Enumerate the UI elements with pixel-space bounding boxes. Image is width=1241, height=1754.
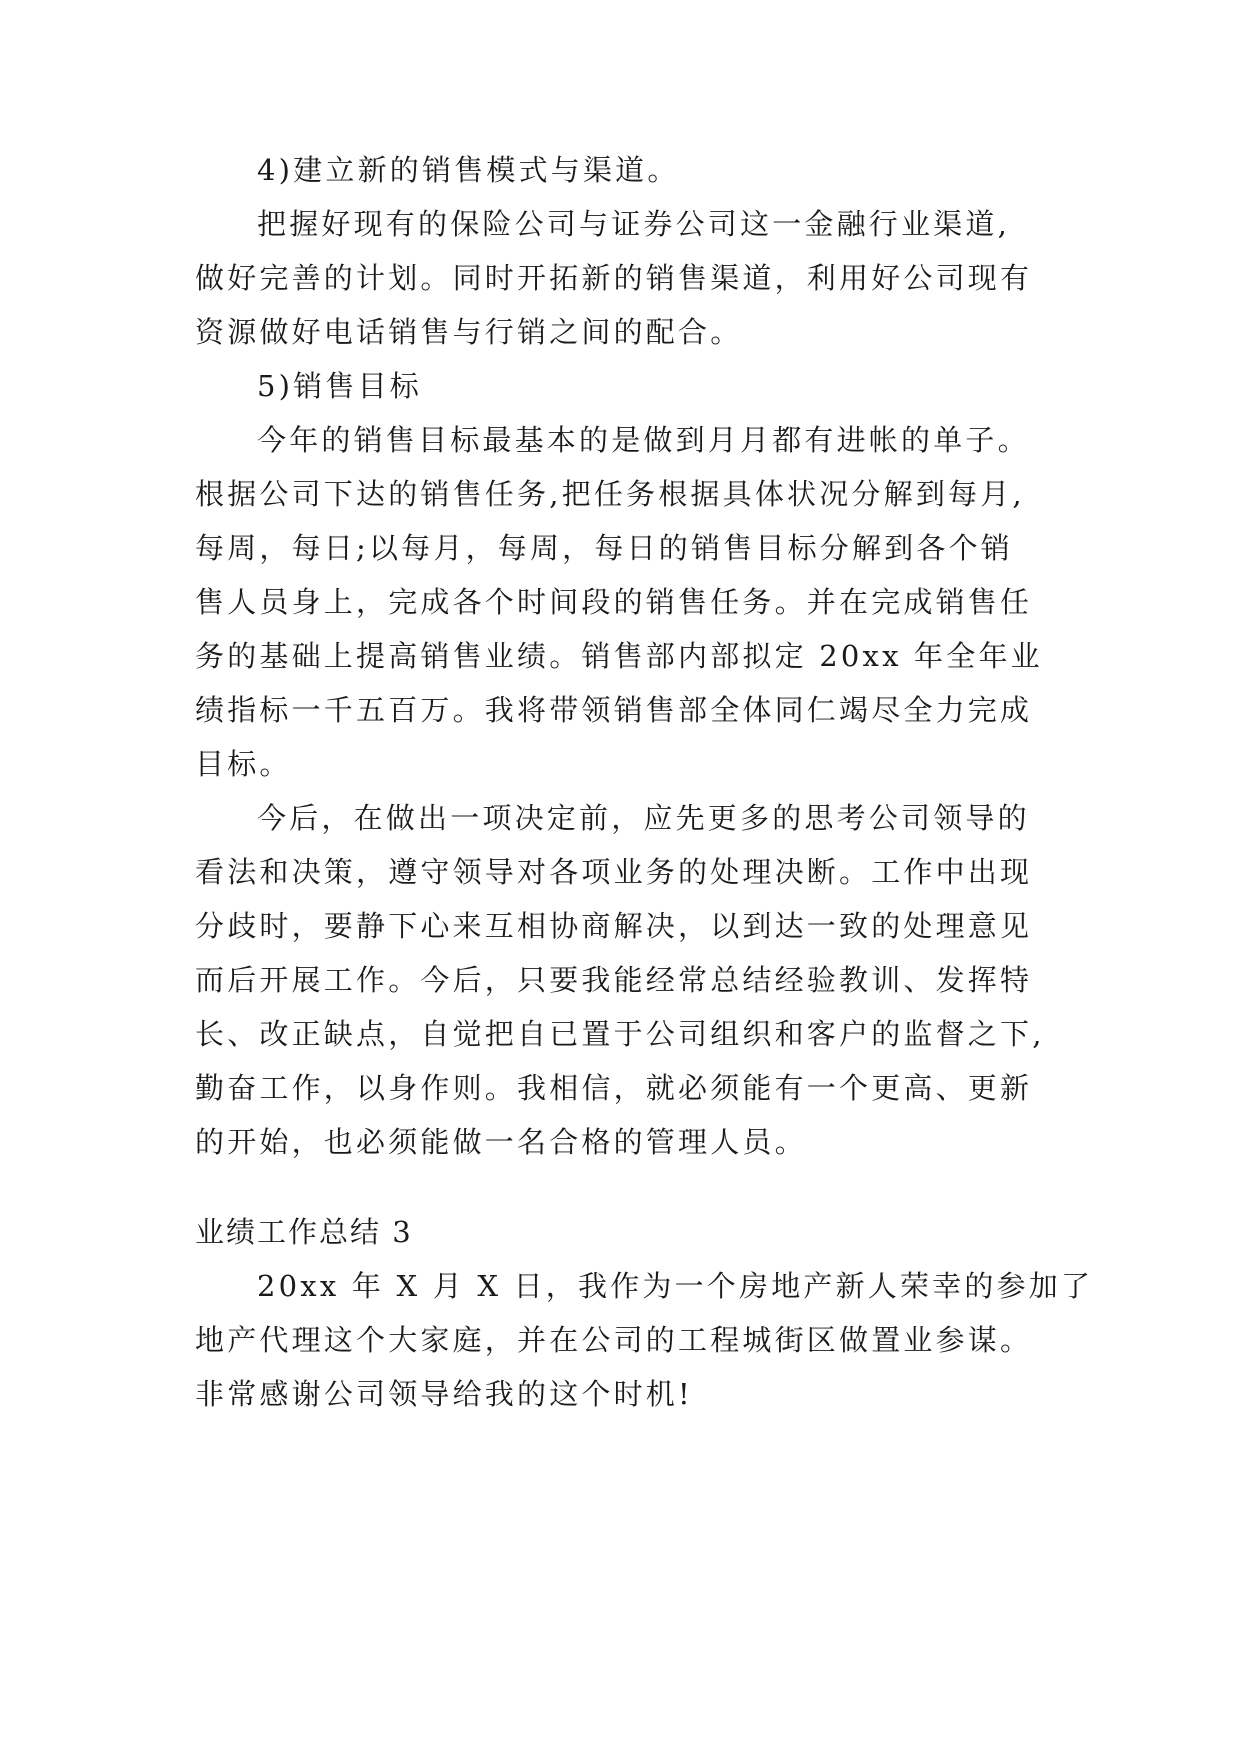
paragraph-line: 每周，每日;以每月，每周，每日的销售目标分解到各个销: [195, 531, 1013, 565]
paragraph-line: 非常感谢公司领导给我的这个时机!: [195, 1377, 693, 1411]
list-item-5-heading: 5)销售目标: [257, 369, 422, 403]
section-heading: 业绩工作总结 3: [195, 1215, 413, 1249]
paragraph-line: 把握好现有的保险公司与证券公司这一金融行业渠道,: [257, 207, 1011, 241]
paragraph-line: 今后，在做出一项决定前，应先更多的思考公司领导的: [257, 801, 1030, 835]
paragraph-line: 看法和决策，遵守领导对各项业务的处理决断。工作中出现: [195, 855, 1033, 889]
list-item-4-heading: 4)建立新的销售模式与渠道。: [257, 153, 680, 187]
paragraph-line: 长、改正缺点，自觉把自已置于公司组织和客户的监督之下,: [195, 1017, 1045, 1051]
paragraph-line: 绩指标一千五百万。我将带领销售部全体同仁竭尽全力完成: [195, 693, 1033, 727]
paragraph-line: 地产代理这个大家庭，并在公司的工程城街区做置业参谋。: [195, 1323, 1033, 1357]
paragraph-line: 目标。: [195, 747, 292, 781]
paragraph-line: 做好完善的计划。同时开拓新的销售渠道，利用好公司现有: [195, 261, 1033, 295]
paragraph-line: 而后开展工作。今后，只要我能经常总结经验教训、发挥特: [195, 963, 1033, 997]
paragraph-line: 资源做好电话销售与行销之间的配合。: [195, 315, 743, 349]
paragraph-line: 的开始，也必须能做一名合格的管理人员。: [195, 1125, 807, 1159]
paragraph-line: 售人员身上，完成各个时间段的销售任务。并在完成销售任: [195, 585, 1033, 619]
paragraph-line: 根据公司下达的销售任务,把任务根据具体状况分解到每月,: [195, 477, 1025, 511]
paragraph-line: 今年的销售目标最基本的是做到月月都有进帐的单子。: [257, 423, 1030, 457]
paragraph-line: 勤奋工作，以身作则。我相信，就必须能有一个更高、更新: [195, 1071, 1033, 1105]
paragraph-line: 分歧时，要静下心来互相协商解决，以到达一致的处理意见: [195, 909, 1033, 943]
paragraph-line: 20xx 年 X 月 X 日，我作为一个房地产新人荣幸的参加了: [257, 1269, 1094, 1303]
paragraph-line: 务的基础上提高销售业绩。销售部内部拟定 20xx 年全年业: [195, 639, 1043, 673]
